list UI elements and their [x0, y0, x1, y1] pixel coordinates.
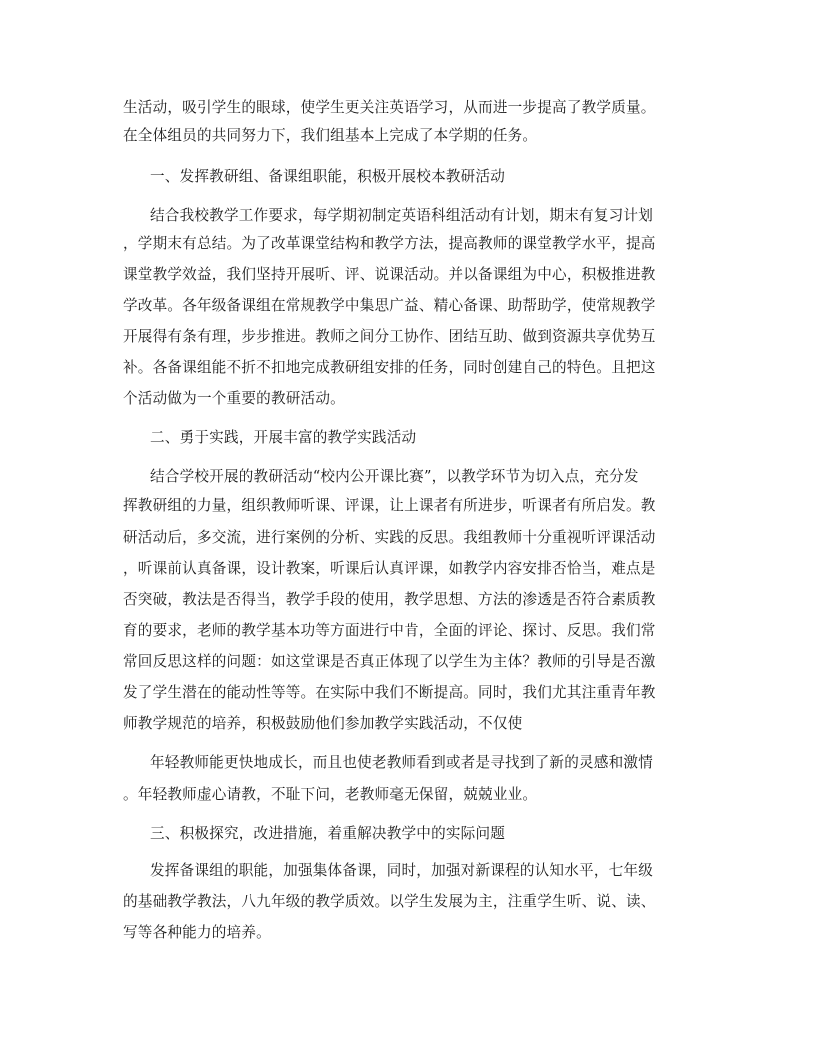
para1-line-4: 学改革。各年级备课组在常规教学中集思广益、精心备课、助帮助学，使常规教学	[123, 297, 656, 314]
section-heading-1: 一、发挥教研组、备课组职能，积极开展校本教研活动	[150, 168, 506, 185]
para4-line-2: 的基础教学教法，八九年级的教学质效。以学生发展为主，注重学生听、说、读、	[123, 893, 656, 910]
para1-line-5: 开展得有条有理，步步推进。教师之间分工协作、团结互助、做到资源共享优势互	[123, 328, 656, 345]
para1-line-6: 补。各备课组能不折不扣地完成教研组安排的任务，同时创建自己的特色。且把这	[123, 359, 656, 376]
para1-line-1: 结合我校教学工作要求，每学期初制定英语科组活动有计划，期末有复习计划	[150, 207, 653, 224]
para1-line-2: ，学期末有总结。为了改革课堂结构和教学方法，提高教师的课堂教学水平，提高	[123, 235, 656, 252]
para2-line-4: ，听课前认真备课，设计教案，听课后认真评课，如教学内容安排否恰当，难点是	[123, 560, 656, 577]
para2-line-1: 结合学校开展的教研活动“校内公开课比赛”，以教学环节为切入点，充分发	[150, 468, 639, 485]
para1-line-3: 课堂教学效益，我们坚持开展听、评、说课活动。并以备课组为中心，积极推进教	[123, 266, 656, 283]
para2-line-9: 师教学规范的培养，积极鼓励他们参加教学实践活动，不仅使	[123, 715, 523, 732]
para2-line-7: 常回反思这样的问题：如这堂课是否真正体现了以学生为主体？教师的引导是否激	[123, 653, 656, 670]
intro-line-2: 在全体组员的共同努力下，我们组基本上完成了本学期的任务。	[123, 127, 538, 144]
para2-line-2: 挥教研组的力量，组织教师听课、评课，让上课者有所进步，听课者有所启发。教	[123, 497, 656, 514]
para2-line-3: 研活动后，多交流，进行案例的分析、实践的反思。我组教师十分重视听评课活动	[123, 529, 656, 546]
para1-line-7: 个活动做为一个重要的教研活动。	[123, 390, 345, 407]
para3-line-2: 。年轻教师虚心请教，不耻下问，老教师毫无保留，兢兢业业。	[123, 786, 538, 803]
intro-line-1: 生活动，吸引学生的眼球，使学生更关注英语学习，从而进一步提高了教学质量。	[123, 99, 656, 116]
para3-line-1: 年轻教师能更快地成长，而且也使老教师看到或者是寻找到了新的灵感和激情	[150, 754, 653, 771]
para2-line-6: 育的要求，老师的教学基本功等方面进行中肯，全面的评论、探讨、反思。我们常	[123, 622, 656, 639]
para4-line-3: 写等各种能力的培养。	[123, 924, 271, 941]
para2-line-8: 发了学生潜在的能动性等等。在实际中我们不断提高。同时，我们尤其注重青年教	[123, 684, 656, 701]
section-heading-3: 三、积极探究，改进措施，着重解决教学中的实际问题	[150, 825, 506, 842]
section-heading-2: 二、勇于实践，开展丰富的教学实践活动	[150, 429, 417, 446]
para4-line-1: 发挥备课组的职能，加强集体备课，同时，加强对新课程的认知水平，七年级	[150, 862, 653, 879]
para2-line-5: 否突破，教法是否得当，教学手段的使用，教学思想、方法的渗透是否符合素质教	[123, 591, 656, 608]
